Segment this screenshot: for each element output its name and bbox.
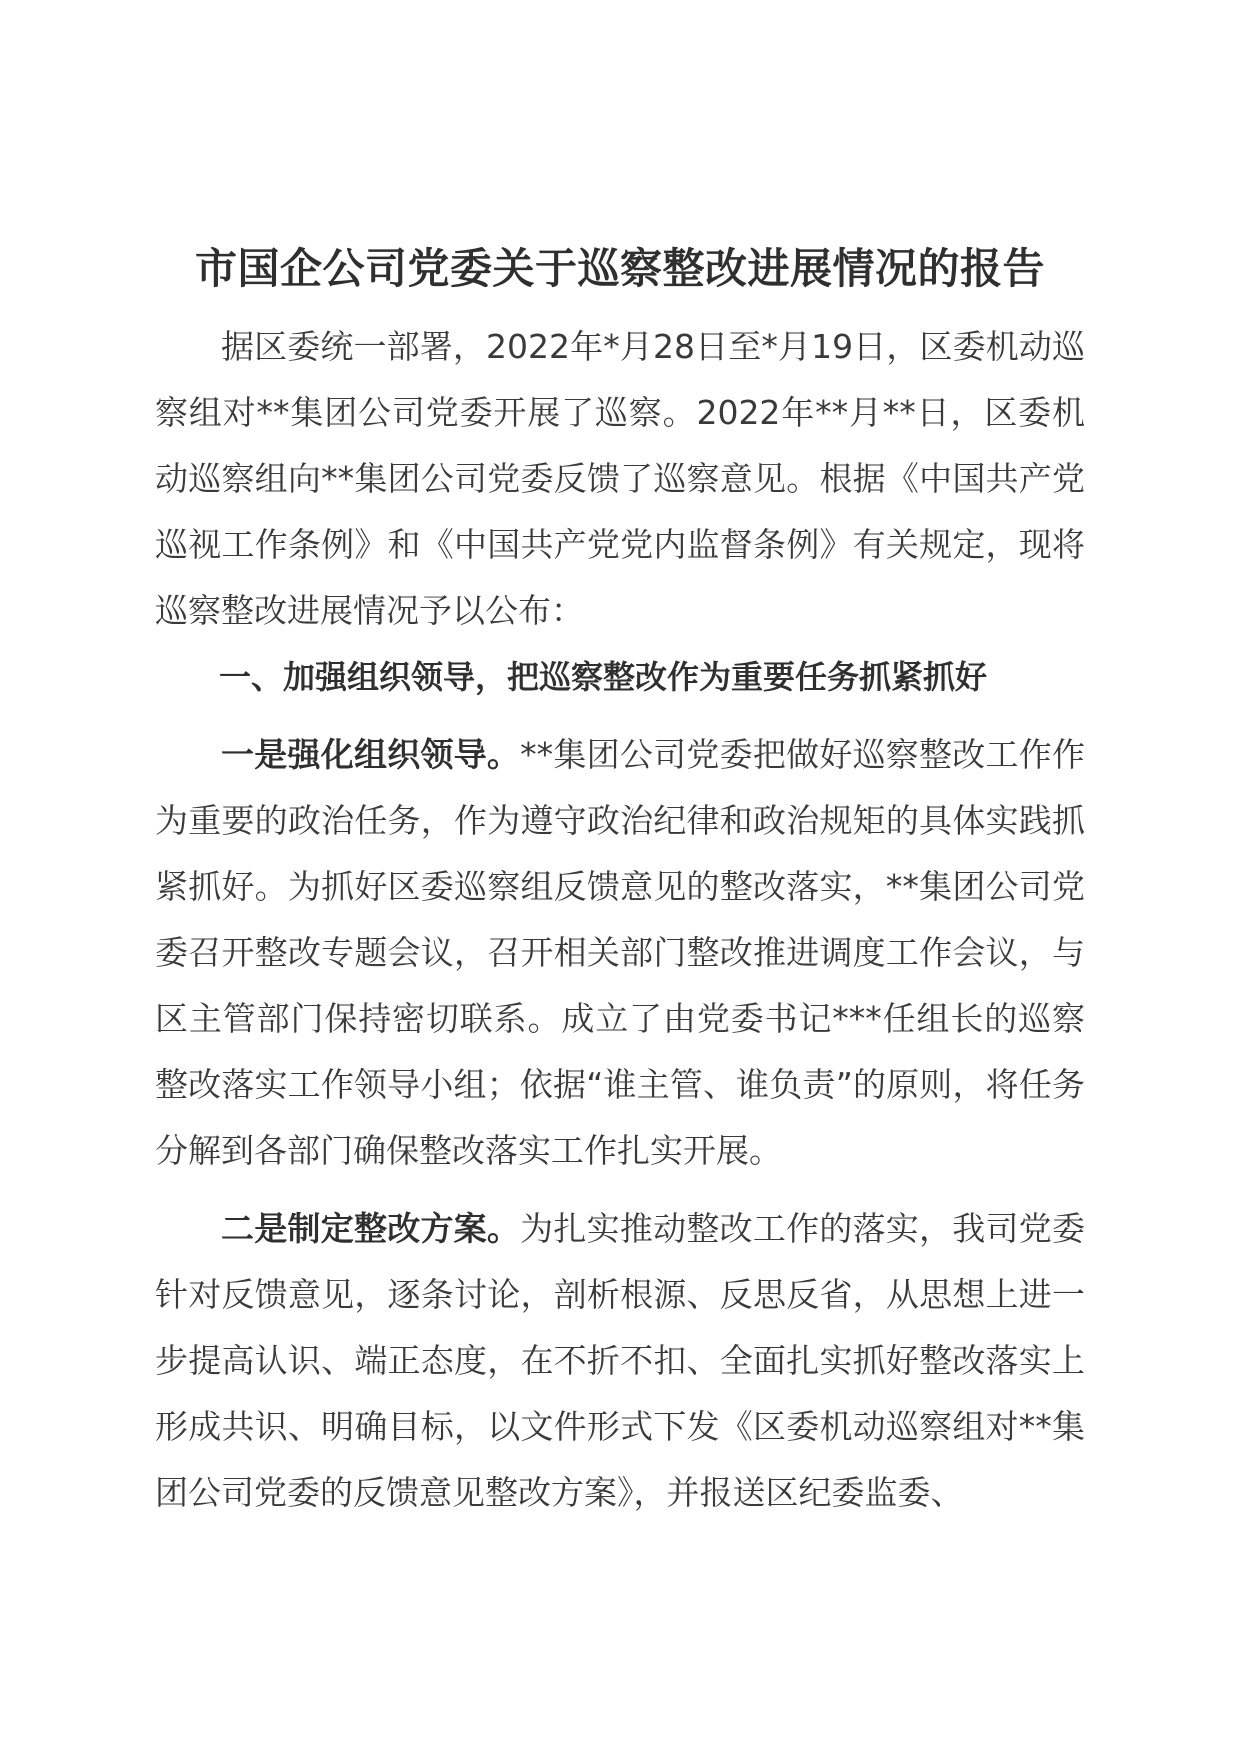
item-lead-1: 一是强化组织领导。 bbox=[221, 735, 521, 774]
item-paragraph-1 bbox=[155, 722, 1085, 1184]
item-text-1: **集团公司党委把做好巡察整改工作作为重要的政治任务，作为遵守政治纪律和政治规矩的具体实践抓紧抓好。为抓好区委巡察组反馈意见的整改落实，**集团公司党委召开整改专题会议，召开相关部门整改推进调度工作会议，与区主管部门保持密切联系。成立了由党委书记***任组长的巡察整改落实工作领导小组；依据“谁主管、谁负责”的原则，将任务分解到各部门确保整改落实工作扎实开展。 bbox=[155, 735, 1086, 1170]
item-paragraph-2 bbox=[155, 1196, 1085, 1526]
item-text-2: 为扎实推动整改工作的落实，我司党委针对反馈意见，逐条讨论，剖析根源、反思反省，从思想上进一步提高认识、端正态度，在不折不扣、全面扎实抓好整改落实上形成共识、明确目标，以文件形式下发《区委机动巡察组对**集团公司党委的反馈意见整改方案》，并报送区纪委监委、 bbox=[155, 1209, 1086, 1512]
section-heading-1: 一、加强组织领导，把巡察整改作为重要任务抓紧抓好 bbox=[219, 658, 988, 696]
item-lead-2: 二是制定整改方案。 bbox=[221, 1209, 521, 1248]
document-body bbox=[155, 314, 1085, 1526]
intro-paragraph: 据区委统一部署，2022年*月28日至*月19日，区委机动巡察组对**集团公司党委开展了巡察。2022年**月**日，区委机动巡察组向**集团公司党委反馈了巡察意见。根据《中国共产党巡视工作条例》和《中国共产党党内监督条例》有关规定，现将巡察整改进展情况予以公布： bbox=[155, 327, 1085, 630]
document-title: 市国企公司党委关于巡察整改进展情况的报告 bbox=[194, 244, 1045, 293]
